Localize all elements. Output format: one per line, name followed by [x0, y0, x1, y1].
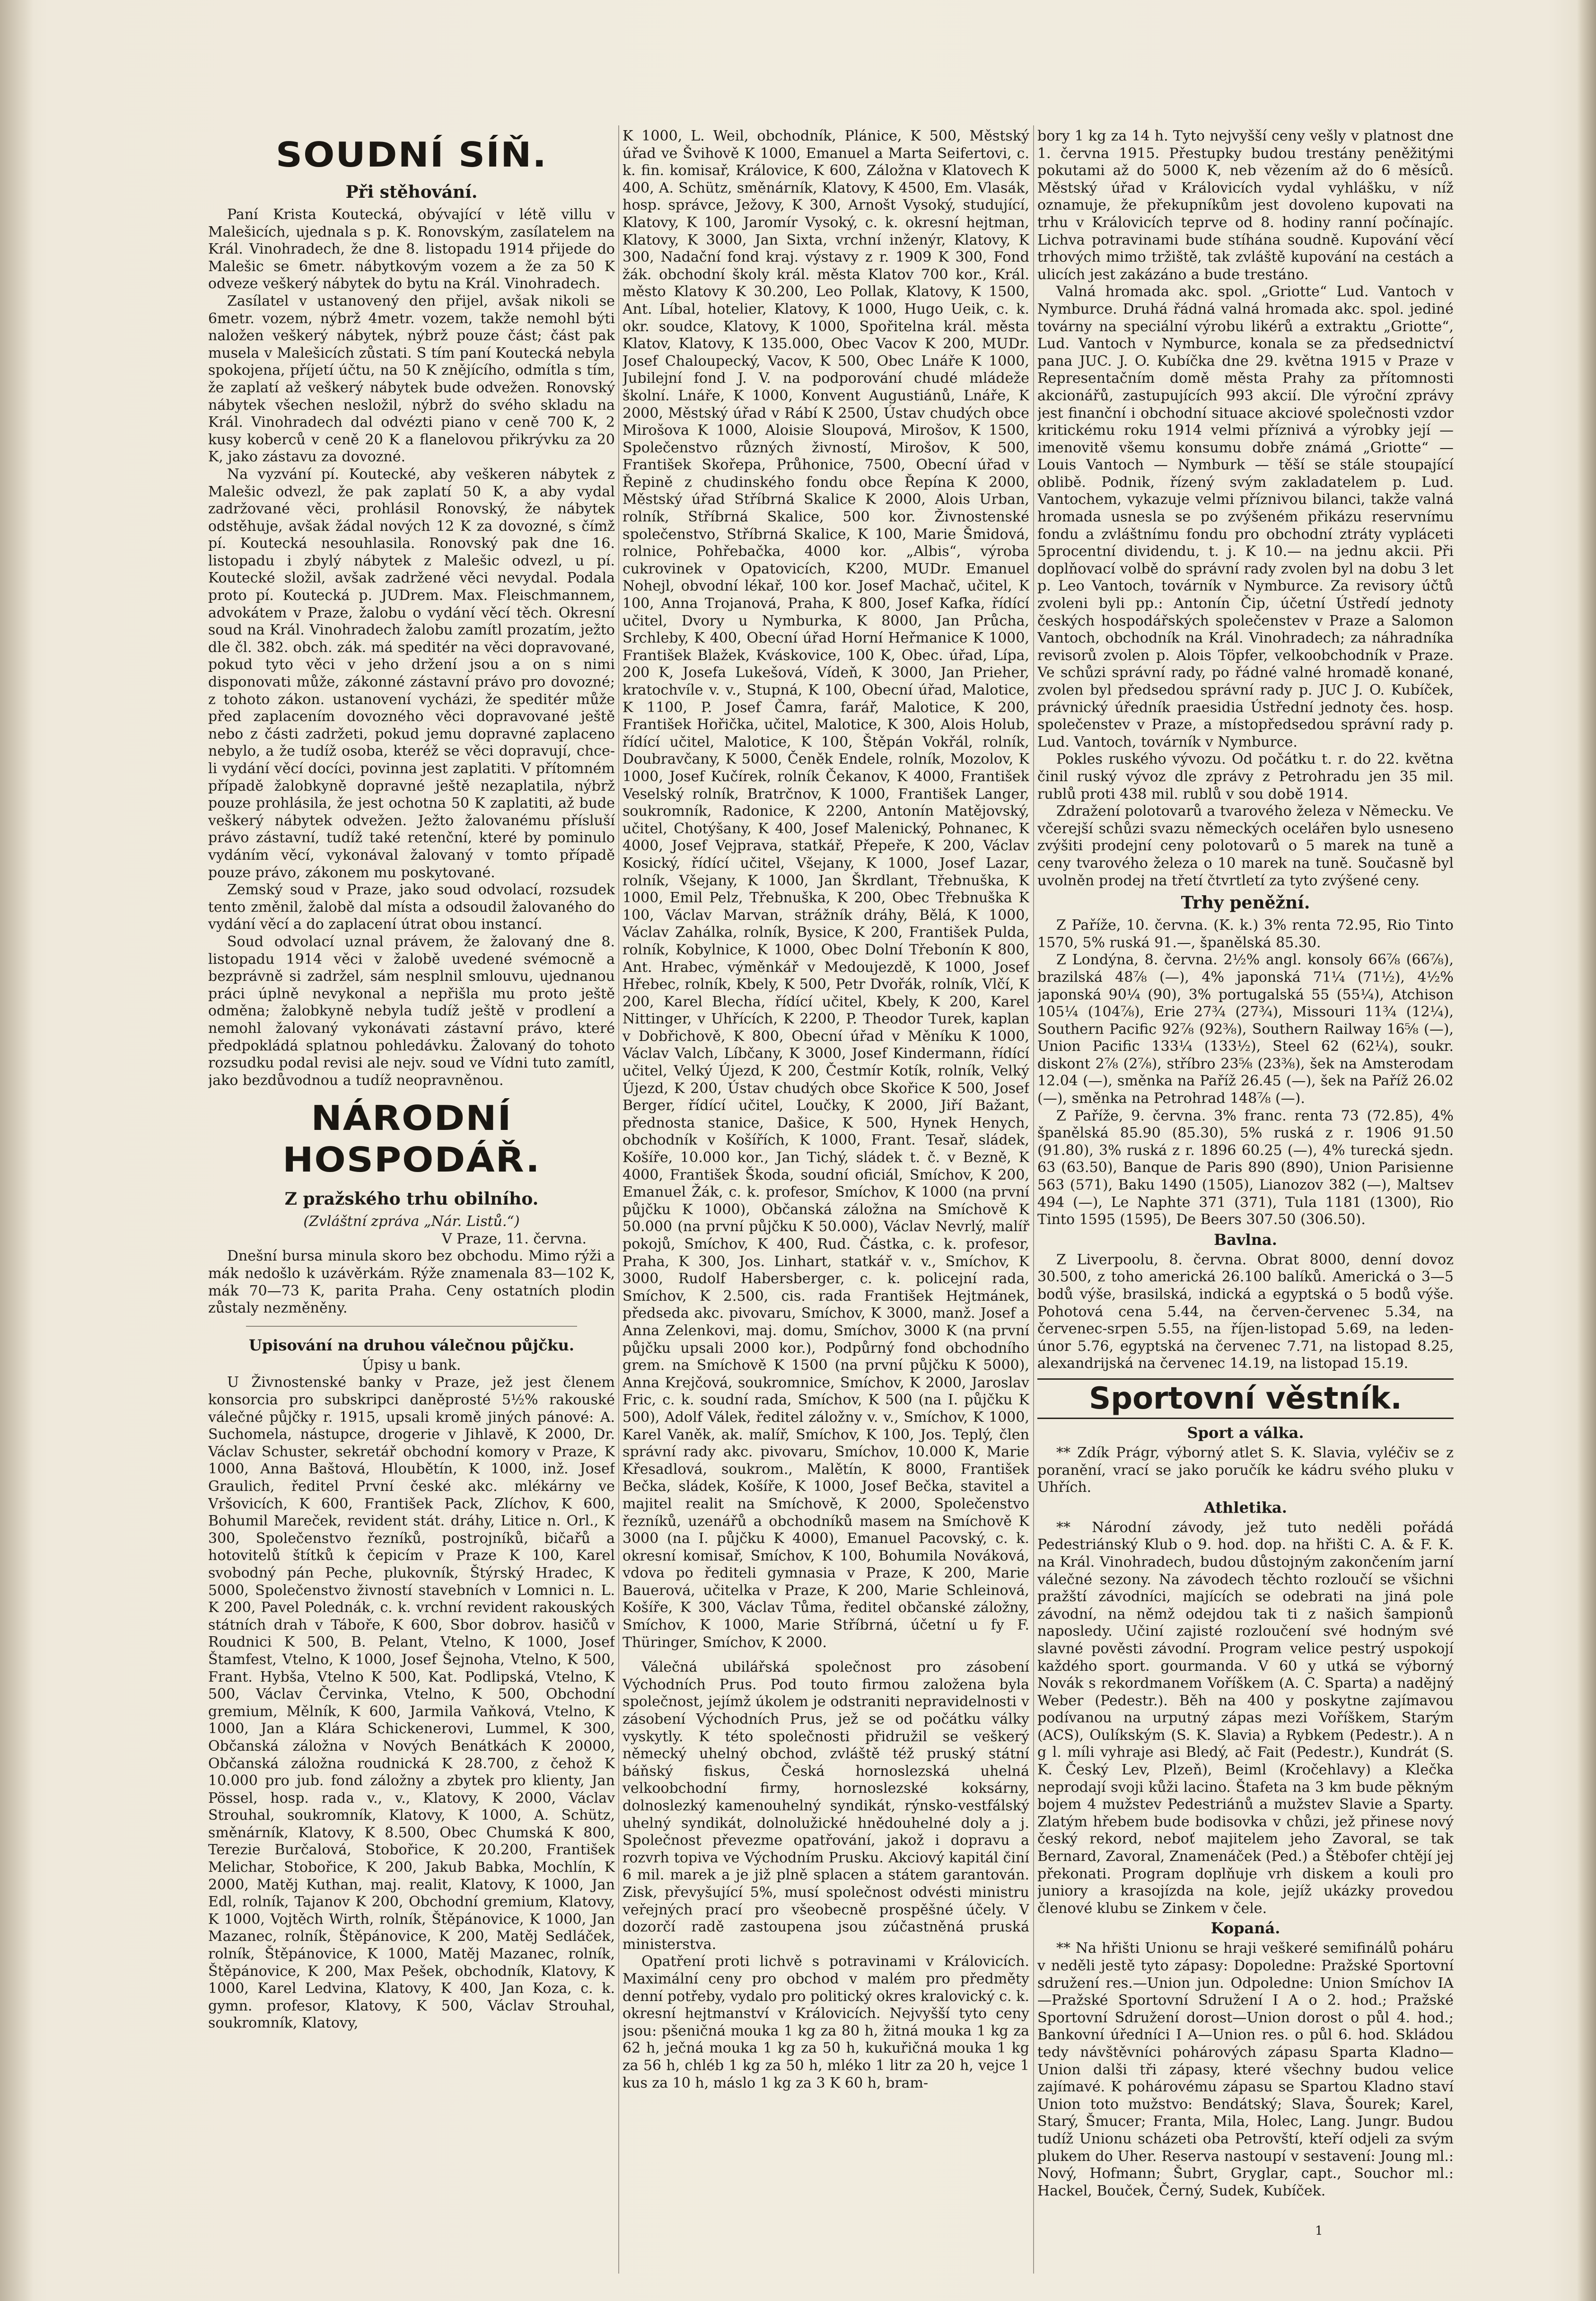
paragraph: Z Liverpoolu, 8. června. Obrat 8000, denní dovoz 30.500, z toho americká 26.100 balíků. Americká o 3—5 bodů výše, brasilská, indická a egyptská o 5 bodů výše. Pohotová cena 5.44, na červen-červenec 5.34, na červenec-srpen 5.55, na říjen-listopad 5.69, na leden-únor 5.76, egyptská na červenec 7.71, na listopad 8.25, alexandrijská na červenec 14.19, na listopad 15.19.	[1037, 1251, 1454, 1372]
article-title-war-loan: Upisování na druhou válečnou půjčku.	[249, 1336, 574, 1354]
paragraph: U Živnostenské banky v Praze, jež jest členem konsorcia pro subskripci daněprosté 5½% rakouské válečné půjčky r. 1915, upsali kromě jiných pánové: A. Suchomela, nástupce, drogerie v Jihlavě, K 2000, Dr. Václav Schuster, sekretář obchodní komory v Praze, K 1000, Anna Baštová, Hloubětín, K 1000, inž. Josef Graulich, ředitel První české akc. mlékárny ve Vršovicích, K 600, František Pack, Zlíchov, K 600, Bohumil Mareček, revident stát. dráhy, Litice n. Orl., K 300, Společenstvo řezníků, postrojníků, bičařů a hotovitelů štítků k čepicím v Praze K 100, Karel svobodný pán Peche, plukovník, Štýrský Hradec, K 5000, Společenstvo živností stavebních v Lomnici n. L. K 200, Pavel Polednák, c. k. vrchní revident rakouských státních drah v Táboře, K 600, Sbor dobrov. hasičů v Roudnici K 500, B. Pelant, Vtelno, K 1000, Josef Štamfest, Vtelno, K 1000, Josef Šejnoha, Vtelno, K 500, Frant. Hybša, Vtelno K 500, Kat. Podlipská, Vtelno, K 500, Václav Červinka, Vtelno, K 500, Obchodní gremium, Mělník, K 600, Jarmila Vaňková, Vtelno, K 1000, Jan a Klára Schickenerovi, Lummel, K 300, Občanská záložna v Nových Benátkách K 20000, Občanská záložna roudnická K 28.700, z čehož K 10.000 pro jub. fond záložny a zbytek pro klienty, Jan Pössel, hosp. rada v., v., Klatovy, K 2000, Václav Strouhal, soukromník, Klatovy, K 1000, A. Schütz, směnárník, Klatovy, K 8.500, Obec Chumská K 800, Terezie Burčalová, Stobořice, K 20.200, František Melichar, Stobořice, K 200, Jakub Babka, Mochlín, K 2000, Matěj Kuthan, maj. realit, Klatovy, K 1000, Jan Edl, rolník, Tajanov K 200, Obchodní gremium, Klatovy, K 1000, Vojtěch Wirth, rolník, Štěpánovice, K 1000, Jan Mazanec, rolník, Štěpánovice, K 200, Matěj Sedláček, rolník, Štěpánovice, K 1000, Matěj Mazanec, rolník, Štěpánovice, K 200, Max Pešek, obchodník, Klatovy, K 1000, Karel Ledvina, Klatovy, K 400, Jan Koza, c. k. gymn. profesor, Klatovy, K 500, Václav Strouhal, soukromník, Klatovy,	[208, 1374, 615, 2032]
paragraph: Soud odvolací uznal právem, že žalovaný dne 8. listopadu 1914 věci v žalobě uvedené svémocně a bezprávně si zadržel, sám nesplnil smlouvu, ujednanou práci úplně nevykonal a nepřišla mu proto ještě odměna; žalobkyně nebyla tudíž ještě v prodlení a nemohl žalovaný vykonávati zástavní právo, které předpokládá splatnou pohledávku. Žalovaný do tohoto rozsudku podal revisi ale nejv. soud ve Vídni tuto zamítl, jako bezdůvodnou a tudíž neopravněnou.	[208, 933, 615, 1089]
paragraph: ** Zdík Prágr, výborný atlet S. K. Slavia, vyléčiv se z poranění, vrací se jako poručík ke kádru svého pluku v Uhřích.	[1037, 1444, 1454, 1496]
article-subtitle: Úpisy u bank.	[362, 1357, 461, 1374]
article-title-sport-war: Sport a válka.	[1187, 1423, 1304, 1442]
article-title-grain-market: Z pražského trhu obilního.	[284, 1189, 539, 1209]
column-1	[208, 128, 615, 2276]
column-3	[1037, 128, 1454, 2276]
paragraph: Z Paříže, 9. června. 3% franc. renta 73 (72.85), 4% španělská 85.90 (85.30), 5% ruská z r. 1906 91.50 (91.80), 3% ruská z r. 1896 60.25 (—), 4% turecká sjedn. 63 (63.50), Banque de Paris 890 (890), Union Parisienne 563 (571), Baku 1490 (1505), Lianozov 382 (—), Maltsev 494 (—), Le Naphte 371 (371), Tula 1181 (1300), Rio Tinto 1595 (1595), De Beers 307.50 (306.50).	[1037, 1107, 1454, 1228]
article-title-football: Kopaná.	[1210, 1919, 1280, 1938]
article-title-money-markets: Trhy peněžní.	[1181, 893, 1310, 913]
article-byline: (Zvláštní zpráva „Nár. Listů.“)	[303, 1213, 520, 1230]
article-title-moving: Při stěhování.	[345, 182, 478, 202]
scan-left-edge	[0, 0, 33, 2301]
paragraph: Zdražení polotovarů a tvarového železa v Německu. Ve včerejší schůzi svazu německých ocelářen bylo usneseno zvýšiti prodejní ceny polotovarů o 5 marek na tuně a ceny tvarového železa o 10 marek na tuně. Současně byl uvolněn prodej na třetí čtvrtletí za tyto zvýšené ceny.	[1037, 803, 1454, 889]
paragraph: Zemský soud v Praze, jako soud odvolací, rozsudek tento změnil, žalobě dal místa a odsoudil žalovaného do vydání věcí a do zaplacení útrat obou instancí.	[208, 882, 615, 933]
paragraph: Opatření proti lichvě s potravinami v Královicích. Maximální ceny pro obchod v malém pro předměty denní potřeby, vydalo pro politický okres kralovický c. k. okresní hejtmanství v Královicích. Nejvyšší tyto ceny jsou: pšeničná mouka 1 kg za 80 h, žitná mouka 1 kg za 62 h, ječná mouka 1 kg za 50 h, kukuřičná mouka 1 kg za 56 h, chléb 1 kg za 50 h, mléko 1 litr za 20 h, vejce 1 kus za 10 h, máslo 1 kg za 3 K 60 h, bram-	[623, 1953, 1029, 2091]
paragraph: ** Národní závody, jež tuto neděli pořádá Pedestriánský Klub o 9. hod. dop. na hřišti C. A. & F. K. na Král. Vinohradech, budou důstojným zakončením jarní válečné sezony. Na závodech těchto rozloučí se všichni pražští závodníci, majících se odebrati na jiná pole závodní, na němž odejdou tak ti z našich šampionů naposledy. Učiní zajisté rozloučení své hodným své slavné pověsti závodní. Program velice pestrý uspokojí každého sport. gourmanda. V 60 y utká se výborný Novák s rekordmanem Voříškem (A. C. Sparta) a nadějný Weber (Pedestr.). Běh na 400 y poskytne zajímavou podívanou na urputný zápas mezi Voříškem, Starým (ACS), Oulíkským (S. K. Slavia) a Rybkem (Pedestr.). A n g l. míli vyhraje asi Bledý, ač Fait (Pedestr.), Kundrát (S. K. Český Lev, Plzeň), Beiml (Kročehlavy) a Klečka neprodají svoji kůži lacino. Štafeta na 3 km bude pěkným bojem 4 mužstev Pedestriánů a mužstev Slavie a Sparty. Zlatým hřebem bude bodisovka v chůzi, jež přinese nový český rekord, neboť majitelem jeho Zavoral, se tak Bernard, Zavoral, Znamenáček (Ped.) a Štěbofer chtějí jej překonati. Program doplňuje vrh diskem a kouli pro juniory a krasojízda na kole, jejíž ukázky provedou členové klubu se Zinkem v čele.	[1037, 1519, 1454, 1917]
section-heading-court: SOUDNÍ SÍŇ.	[275, 135, 548, 175]
column-2	[623, 128, 1029, 2276]
paragraph: Paní Krista Koutecká, obývající v létě villu v Malešicích, ujednala s p. K. Ronovským, zasílatelem na Král. Vinohradech, že dne 8. listopadu 1914 přijede do Malešic se 6metr. nábytkovým vozem a že za 50 K odveze veškerý nábytek do bytu na Král. Vinohradech.	[208, 206, 615, 292]
paragraph: Válečná ubilářská společnost pro zásobení Východních Prus. Pod touto firmou založena byla společnost, jejímž úkolem je odstraniti nepravidelnosti v zásobení Východních Prus, jež se od počátku války vyskytly. K této společnosti přidružil se veškerý německý uhelný obchod, zvláště též pruský státní báňský fiskus, Česká hornoslezská uhelná velkoobchodní firmy, hornoslezské koksárny, dolnoslezký kamenouhelný syndikát, rýnsko-vestfálský uhelný syndikát, dolnolužické hnědouhelné doly a j. Společnost převezme opatřování, jakož i dopravu a rozvrh topiva ve Východním Prusku. Akciový kapitál činí 6 mil. marek a je již plně splacen a státem garantován. Zisk, převyšující 5%, musí společnost odvésti ministru veřejných prací pro všeobecně prospěšné účely. V dozorčí radě zastoupena jsou zúčastněná pruská ministerstva.	[623, 1659, 1029, 1953]
paragraph: K 1000, L. Weil, obchodník, Plánice, K 500, Městský úřad ve Švihově K 1000, Emanuel a Marta Seifertovi, c. k. fin. komisař, Královice, K 600, Záložna v Klatovech K 400, A. Schütz, směnárník, Klatovy, K 4500, Em. Vlasák, hosp. správce, Ježovy, K 300, Arnošt Vysoký, studující, Klatovy, K 100, Jaromír Vysoký, c. k. okresní hejtman, Klatovy, K 3000, Jan Sixta, vrchní inženýr, Klatovy, K 300, Nadační fond kraj. výstavy z r. 1909 K 300, Fond žák. obchodní školy král. města Klatov 700 kor., Král. město Klatovy K 30.200, Leo Pollak, Klatovy, K 1500, Ant. Líbal, hotelier, Klatovy, K 1000, Hugo Ueik, c. k. okr. soudce, Klatovy, K 1000, Spořitelna král. města Klatov, Klatovy, K 135.000, Obec Vacov K 200, MUDr. Josef Chaloupecký, Vacov, K 500, Obec Lnáře K 1000, Jubilejní fond J. V. na podporování chudé mládeže školní. Lnáře, K 1000, Konvent Augustiánů, Lnáře, K 2000, Městský úřad v Rábí K 2500, Ústav chudých obce Mirošova K 1000, Aloisie Sloupová, Mirošov, K 1500, Společenstvo různých živností, Mirošov, K 500, František Skořepa, Průhonice, 7500, Obecní úřad v Řepině z chudinského fondu obce Řepína K 2000, Městský úřad Stříbrná Skalice K 2000, Alois Urban, rolník, Stříbrná Skalice, 500 kor. Živnostenské společenstvo, Stříbrná Skalice, K 100, Marie Šmidová, rolnice, Pohřebačka, 4000 kor. „Albis“, výroba cukrovinek v Opatovicích, K200, MUDr. Emanuel Nohejl, obvodní lékař, 100 kor. Josef Machač, učitel, K 100, Anna Trojanová, Praha, K 800, Josef Kafka, řídící učitel, Dvory u Nymburka, K 8000, Jan Průcha, Srchleby, K 400, Obecní úřad Horní Heřmanice K 1000, František Blažek, Kváskovice, 100 K, Obec. úřad, Lípa, 200 K, Josefa Lukešová, Vídeň, K 3000, Jan Prieher, kratochvíle v. v., Stupná, K 100, Obecní úřad, Malotice, K 1100, P. Josef Čamra, farář, Malotice, K 200, František Hořička, učitel, Malotice, K 300, Alois Holub, řídící učitel, Malotice, K 100, Štěpán Vokřál, rolník, Doubravčany, K 5000, Čeněk Endele, rolník, Mozolov, K 1000, Josef Kučírek, rolník Čekanov, K 4000, František Veselský rolník, Bratrčnov, K 1000, František Langer, soukromník, Radonice, K 2200, Antonín Matějovský, učitel, Chotýšany, K 400, Josef Malenický, Pohnanec, K 4000, Josef Vejprava, statkář, Přepeře, K 200, Václav Kosický, řídící učitel, Všejany, K 1000, Josef Lazar, rolník, Všejany, K 1000, Jan Škrdlant, Třebnuška, K 1000, Emil Pelz, Třebnuška, K 200, Obec Třebnuška K 100, Václav Marvan, strážník dráhy, Bělá, K 1000, Václav Zahálka, rolník, Bysice, K 200, František Pulda, rolník, Kobylnice, K 1000, Obec Dolní Třebonín K 800, Ant. Hrabec, výměnkář v Medoujezdě, K 1000, Josef Hřebec, rolník, Kbely, K 500, Petr Dvořák, rolník, Vlčí, K 200, Karel Blecha, řídící učitel, Kbely, K 200, Karel Nittinger, v Uhřících, K 2200, P. Theodor Turek, kaplan v Dobřichově, K 800, Obecní úřad v Měníku K 1000, Václav Valch, Líbčany, K 3000, Josef Kindermann, řídící učitel, Velký Újezd, K 200, Čestmír Kotík, rolník, Velký Újezd, K 200, Ústav chudých obce Skořice K 500, Josef Berger, řídící učitel, Loučky, K 2000, Jiří Bažant, přednosta stanice, Dašice, K 500, Hynek Henych, obchodník v Košířích, K 1000, Frant. Tesař, sládek, Košíře, 10.000 kor., Jan Tichý, sládek t. č. v Bezně, K 4000, František Škoda, soudní oficiál, Smíchov, K 200, Emanuel Žák, c. k. profesor, Smíchov, K 1000 (na první půjčku K 1000), Občanská záložna na Smíchově K 50.000 (na první půjčku K 50.000), Václav Nevrlý, malíř pokojů, Smíchov, K 400, Rud. Částka, c. k. profesor, Praha, K 300, Jos. Linhart, statkář v. v., Smíchov, K 3000, Rudolf Habersberger, c. k. policejní rada, Smíchov, K 2.500, cis. rada František Hejtmánek, předseda akc. pivovaru, Smíchov, K 3000, manž. Josef a Anna Zelenkovi, maj. domu, Smíchov, 3000 K (na první půjčku upsali 2000 kor.), Podpůrný fond obchodního grem. na Smíchově K 1500 (na první půjčku K 5000), Anna Krejčová, soukromnice, Smíchov, K 2000, Jaroslav Fric, c. k. soudní rada, Smíchov, K 500 (na I. půjčku K 500), Adolf Válek, ředitel záložny v. v., Smíchov, K 1000, Karel Vaněk, ak. malíř, Smíchov, K 100, Jos. Teplý, člen správní rady akc. pivovaru, Smíchov, 10.000 K, Marie Křesadlová, soukrom., Malětín, K 8000, František Bečka, sládek, Košíře, K 1000, Josef Bečka, stavitel a majitel realit na Smíchově, K 2000, Společenstvo řezníků, uzenářů a obchodníků masem na Smíchově K 3000 (na I. půjčku K 4000), Emanuel Pacovský, c. k. okresní komisař, Smíchov, K 100, Bohumila Nováková, vdova po řediteli gymnasia v Praze, K 200, Marie Bauerová, učitelka v Praze, K 200, Marie Schleinová, Košíře, K 300, Václav Tůma, ředitel občanské záložny, Smíchov, K 1000, Marie Stříbrná, účetní u fy F. Thüringer, Smíchov, K 2000.	[623, 128, 1029, 1651]
article-title-athletics: Athletika.	[1204, 1498, 1287, 1516]
paragraph: Zasílatel v ustanovený den přijel, avšak nikoli se 6metr. vozem, nýbrž 4metr. vozem, takže nemohl býti naložen veškerý nábytek, nýbrž pouze část; část pak musela v Malešicích zůstati. S tím paní Koutecká nebyla spokojena, příjetí účtu, na 50 K znějícího, odmítla s tím, že zaplatí až veškerý nábytek bude odvežen. Ronovský nábytek všechen nesložil, nýbrž do svého skladu na Král. Vinohradech dal odvézti piano v ceně 700 K, 2 kusy koberců v ceně 20 K a flanelovou přikrývku za 20 K, jako zástavu za dovozné.	[208, 292, 615, 466]
article-title-cotton: Bavlna.	[1214, 1230, 1277, 1249]
paragraph: Z Londýna, 8. června. 2½% angl. konsoly 66⅞ (66⅞), brazilská 48⅞ (—), 4% japonská 71¼ (71½), 4½% japonská 90¼ (90), 3% portugalská 55 (55¼), Atchison 105¼ (104⅞), Erie 27¾ (27¾), Missouri 11¾ (12¼), Southern Pacific 92⅞ (92⅜), Southern Railway 16⅝ (—), Union Pacific 133¼ (133½), Steel 62 (62¼), soukr. diskont 2⅞ (2⅞), stříbro 23⅝ (23⅜), šek na Amsterodam 12.04 (—), směnka na Paříž 26.45 (—), šek na Paříž 26.02 (—), směnka na Petrohrad 148⅞ (—).	[1037, 952, 1454, 1107]
paragraph: Dnešní bursa minula skoro bez obchodu. Mimo rýži a mák nedošlo k uzávěrkám. Rýže znamenala 83—102 K, mák 70—73 K, parita Praha. Ceny ostatních plodin zůstaly nezměněny.	[208, 1248, 615, 1317]
column-rule-2	[1033, 125, 1034, 2274]
paragraph: Valná hromada akc. spol. „Griotte“ Lud. Vantoch v Nymburce. Druhá řádná valná hromada akc. spol. jediné továrny na speciální výrobu likérů a extraktu „Griotte“, Lud. Vantoch v Nymburce, konala se za předsednictví pana JUC. J. O. Kubíčka dne 29. května 1915 v Praze v Representačním domě města Prahy za přítomnosti akcionářů, zastupujících 993 akcií. Dle výroční zprávy jest finanční i obchodní situace akciové společnosti vzdor kritickému roku 1914 velmi příznivá a výrobky její — imenovitě všemu konsumu dobře známá „Griotte“ — Louis Vantoch — Nymburk — těší se stále stoupající oblibě. Podnik, řízený svým zakladatelem p. Lud. Vantochem, vykazuje velmi příznivou bilanci, takže valná hromada usnesla se po zvýšeném přikázu reservnímu fondu a zvláštnímu fondu pro obchodní ztráty vypláceti 5procentní dividendu, t. j. K 10.— na jednu akcii. Při doplňovací volbě do správní rady zvolen byl na dobu 3 let p. Leo Vantoch, továrník v Nymburce. Za revisory účtů zvoleni byli pp.: Antonín Čip, účetní Ústředí jednoty českých hospodářských společenstev v Praze a Salomon Vantoch, obchodník na Král. Vinohradech; za náhradníka revisorů zvolen p. Alois Töpfer, velkoobchodník v Praze. Ve schůzi správní rady, po řádné valné hromadě konané, zvolen byl předsedou správní rady p. JUC J. O. Kubíček, právnický úředník praesidia Ústřední jednoty čes. hosp. společenstev v Praze, a místopředsedou správní rady p. Lud. Vantoch, továrník v Nymburce.	[1037, 283, 1454, 750]
paragraph: ** Na hřišti Unionu se hraji veškeré semifinálů poháru v neděli jestě tyto zápasy: Dopoledne: Pražské Sportovní sdružení res.—Union jun. Odpoledne: Union Smíchov IA—Pražské Sportovní Sdružení I A o 2. hod.; Pražské Sportovní Sdružení dorost—Union dorost o půl 4. hod.; Bankovní úředníci I A—Union res. o půl 6. hod. Skládou tedy návštěvníci pohárových zápasu Sparta Kladno—Union dalši tři zápasy, které všechny budou velice zajímavé. K pohárovému zápasu se Spartou Kladno staví Union toto mužstvo: Bendátský; Slava, Šourek; Karel, Starý, Šmucer; Franta, Mila, Holec, Lang. Jungr. Budou tudíž Unionu scházeti oba Petrovští, kteří odjeli za svým plukem do Uher. Reserva nastoupí v sestavení: Joung ml.: Nový, Hofmann; Šubrt, Gryglar, capt., Souchor ml.: Hackel, Bouček, Černý, Sudek, Kubíček.	[1037, 1940, 1454, 2199]
paragraph: Z Paříže, 10. června. (K. k.) 3% renta 72.95, Rio Tinto 1570, 5% ruská 91.—, španělská 85.30.	[1037, 917, 1454, 951]
divider	[246, 1326, 577, 1327]
section-heading-sport: Sportovní věstník.	[1037, 1378, 1454, 1419]
paragraph: bory 1 kg za 14 h. Tyto nejvyšší ceny vešly v platnost dne 1. června 1915. Přestupky budou trestány peněžitými pokutami až do 5000 K, neb vězením až do 6 měsíců. Městský úřad v Královicích vydal vyhlášku, v níž oznamuje, že překupníkům jest dovoleno kupovati na trhu v Královicích teprve od 8. hodiny ranní počínajíc. Lichva potravinami bude stíhána soudně. Kupování věcí trhových mimo tržiště, tak zvláště kupování na cestách a ulicích jest zakázáno a bude trestáno.	[1037, 128, 1454, 283]
page-folio: 1	[1315, 2224, 1323, 2238]
section-heading-economy: NÁRODNÍ HOSPODÁŘ.	[282, 1099, 541, 1180]
scan-right-edge	[1577, 0, 1596, 2301]
paragraph: Na vyzvání pí. Koutecké, aby veškeren nábytek z Malešic odvezl, že pak zaplatí 50 K, a aby vydal zadržované věci, prohlásil Ronovský, že nábytek odstěhuje, avšak žádal nových 12 K za dovozné, s čímž pí. Koutecká nesouhlasila. Ronovský pak dne 16. listopadu i zbylý nábytek z Malešic odvezl, u pí. Koutecké složil, avšak zadržené věci nevydal. Podala proto pí. Koutecká p. JUDrem. Max. Fleischmannem, advokátem v Praze, žalobu o vydání věcí těch. Okresní soud na Král. Vinohradech žalobu zamítl prozatím, ježto dle čl. 382. obch. zák. má speditér na věci dopravované, pokud tyto věci v jeho držení jsou a on s nimi disponovati může, zákonné zástavní právo pro dovozné; z tohoto zákon. ustanovení vycházi, že speditér může před zaplacením dovozného věci dopravované ještě nebo z části zadržeti, pokud jemu dopravné zaplaceno nebylo, a že tudíž osoba, kteréž se věci dopravují, chce-li vydání věcí docíci, povinna jest zaplatiti. V přítomném případě žalobkyně dopravné ještě nezaplatila, nýbrž pouze prohlásila, že jest ochotna 50 K zaplatiti, až bude veškerý nábytek odvežen. Ježto žalovanému přísluší právo zástavní, tudíž také retenční, které by pominulo vydáním věcí, vykonával žalovaný v tomto případě pouze právo, zákonem mu poskytované.	[208, 466, 615, 881]
article-dateline: V Praze, 11. června.	[441, 1230, 587, 1247]
column-rule-1	[618, 125, 619, 2274]
paragraph: Pokles ruského vývozu. Od počátku t. r. do 22. května činil ruský vývoz dle zprávy z Petrohradu jen 35 mil. rublů proti 438 mil. rublů v sou době 1914.	[1037, 751, 1454, 802]
